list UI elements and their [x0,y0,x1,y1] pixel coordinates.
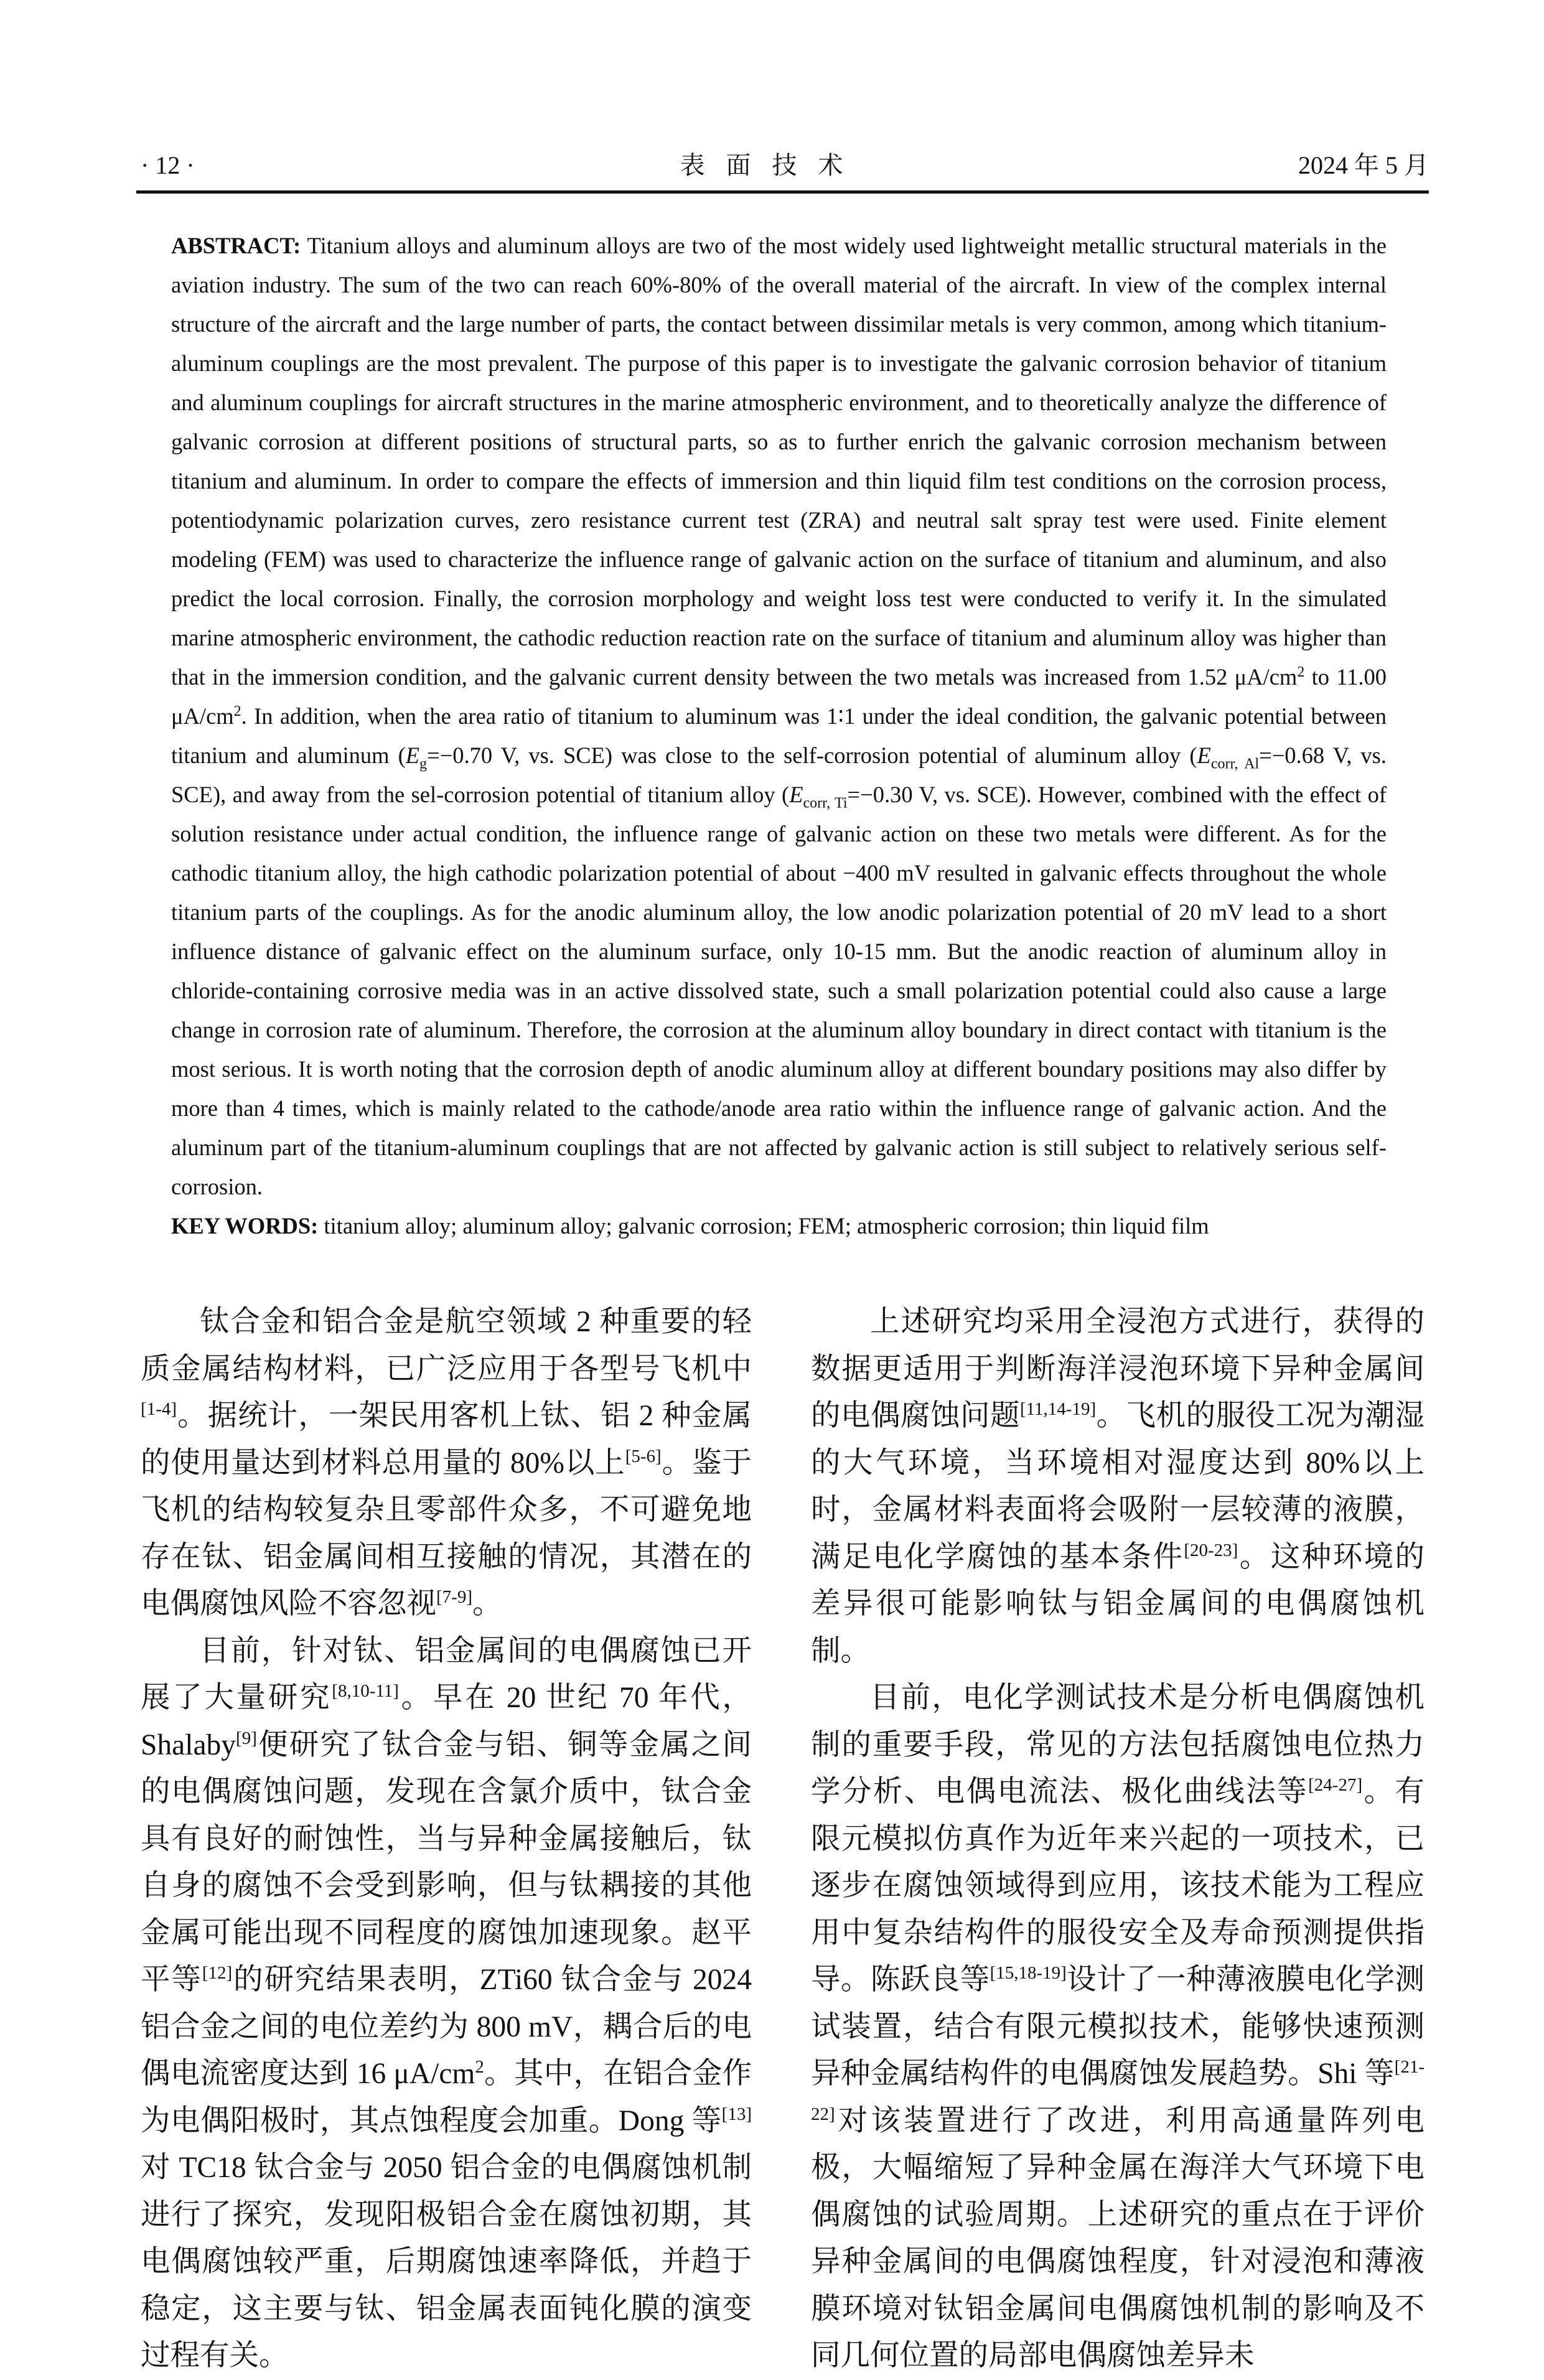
superscript: 2 [1297,663,1305,680]
page-number: · 12 · [141,151,195,179]
journal-title: 表面技术 [680,151,864,179]
superscript: [7-9] [436,1587,472,1608]
text-run: Titanium alloys and aluminum alloys are two of the most widely used lightweight metallic structural materials in the aviation industry. The sum of the two can reach 60%-80% of the overall material of the aircraft. In view of the complex internal structure of the aircraft and the large number of parts, the contact between dissimilar metals is very common, among which titanium-aluminum couplings are the most prevalent. The purpose of this paper is to investigate the galvanic corrosion behavior of titanium and aluminum couplings for aircraft structures in the marine atmospheric environment, and to theoretically analyze the difference of galvanic corrosion at different positions of structural parts, so as to further enrich the galvanic corrosion mechanism between titanium and aluminum. In order to compare the effects of immersion and thin liquid film test conditions on the corrosion process, potentiodynamic polarization curves, zero resistance current test (ZRA) and neutral salt spray test were used. Finite element modeling (FEM) was used to characterize the influence range of galvanic action on the surface of titanium and aluminum, and also predict the local corrosion. Finally, the corrosion morphology and weight loss test were conducted to verify it. In the simulated marine atmospheric environment, the cathodic reduction reaction rate on the surface of titanium and aluminum alloy was higher than that in the immersion condition, and the galvanic current density between the two metals was increased from 1.52 μA/cm [171,233,1387,690]
italic-symbol: E [405,743,420,768]
text-run: 上述研究均采用全浸泡方式进行，获得的数据更适用于判断海洋浸泡环境下异种金属间的电偶腐蚀问题 [811,1306,1425,1432]
text-run: 目前，电化学测试技术是分析电偶腐蚀机制的重要手段，常见的方法包括腐蚀电位热力学分析、电偶电流法、极化曲线法等 [811,1682,1425,1808]
text-run: =−0.30 V, vs. SCE). However, combined with the effect of solution resistance under actual condition, the influence range of galvanic action on these two metals were different. As for the cathodic titanium alloy, the high cathodic polarization potential of about −400 mV resulted in galvanic effects throughout the whole titanium parts of the couplings. As for the anodic aluminum alloy, the low anodic polarization potential of 20 mV lead to a short influence distance of galvanic effect on the aluminum surface, only 10-15 mm. But the anodic reaction of aluminum alloy in chloride-containing corrosive media was in an active dissolved state, such a small polarization potential could also cause a large change in corrosion rate of aluminum. Therefore, the corrosion at the aluminum alloy boundary in direct contact with titanium is the most serious. It is worth noting that the corrosion depth of anodic aluminum alloy at different boundary positions may also differ by more than 4 times, which is mainly related to the cathode/anode area ratio within the influence range of galvanic action. And the aluminum part of the titanium-aluminum couplings that are not affected by galvanic action is still subject to relatively serious self-corrosion. [171,782,1387,1199]
text-run: 。飞机的服役工况为潮湿的大气环境，当环境相对湿度达到 80%以上时，金属材料表面将会吸附一层较薄的液膜，满足电化学腐蚀的基本条件 [811,1400,1425,1573]
text-run: 便研究了钛合金与铝、铜等金属之间的电偶腐蚀问题，发现在含氯介质中，钛合金具有良好的耐蚀性，当与异种金属接触后，钛自身的腐蚀不会受到影响，但与钛耦接的其他金属可能出现不同程度的腐蚀加速现象。赵平平等 [141,1728,752,1996]
text-run: 对该装置进行了改进，利用高通量阵列电极，大幅缩短了异种金属在海洋大气环境下电偶腐蚀的试验周期。上述研究的重点在于评价异种金属间的电偶腐蚀程度，针对浸泡和薄液膜环境对钛铝金属间电偶腐蚀机制的影响及不同几何位置的局部电偶腐蚀差异未 [811,2104,1425,2372]
text-run: 钛合金和铝合金是航空领域 2 种重要的轻质金属结构材料，已广泛应用于各型号飞机中 [141,1306,752,1385]
text-run: 。据统计，一架民用客机上钛、铝 2 种金属的使用量达到材料总用量的 80%以上 [141,1400,752,1479]
superscript: [20-23] [1184,1540,1238,1560]
subscript: corr, Ti [803,795,848,812]
text-run: 。 [472,1588,502,1620]
subscript: corr, Al [1210,756,1260,772]
text-run: to 11.00 μA/cm [171,664,1387,729]
text-run: 。鉴于飞机的结构较复杂且零部件众多，不可避免地存在钛、铝金属间相互接触的情况，其潜在的电偶腐蚀风险不容忽视 [141,1446,752,1620]
body-column-right [811,1299,1425,2380]
italic-symbol: E [1197,743,1211,768]
text-run: 对 TC18 钛合金与 2050 铝合金的电偶腐蚀机制进行了探究，发现阳极铝合金在腐蚀初期，其电偶腐蚀较严重，后期腐蚀速率降低，并趋于稳定，这主要与钛、铝金属表面钝化膜的演变过程有关。 [141,2152,752,2372]
superscript: [21-22] [811,2057,1425,2124]
superscript: 2 [475,2057,484,2078]
keywords [171,1206,1387,1245]
italic-symbol: E [789,782,803,807]
abstract-label: ABSTRACT: [171,233,301,258]
abstract-text [171,226,1387,1206]
text-run: 的研究结果表明，ZTi60 钛合金与 2024 铝合金之间的电位差约为 800 mV，耦合后的电偶电流密度达到 16 μA/cm [141,1964,752,2090]
text-run: =−0.70 V, vs. SCE) was close to the self-corrosion potential of aluminum alloy ( [427,743,1197,768]
superscript: [15,18-19] [990,1963,1067,1984]
subscript: g [419,756,428,772]
superscript: [5-6] [625,1446,662,1466]
superscript: [12] [202,1963,233,1984]
paragraph [141,1299,752,1628]
text-run: . In addition, when the area ratio of titanium to aluminum was 1∶1 under the ideal condition, the galvanic potential between titanium and aluminum ( [171,703,1387,768]
text-run: 。早在 20 世纪 70 年代，Shalaby [141,1682,752,1761]
superscript: [8,10-11] [332,1681,399,1702]
paragraph [811,1299,1425,1675]
text-run: =−0.68 V, vs. SCE), and away from the sel-corrosion potential of titanium alloy ( [171,743,1387,807]
abstract-body [171,233,1387,1199]
abstract-block [171,226,1387,1245]
superscript: 2 [233,703,241,719]
text-run: 。这种环境的差异很可能影响钛与铝金属间的电偶腐蚀机制。 [811,1540,1425,1667]
paragraph [811,1675,1425,2380]
text-run: 设计了一种薄液膜电化学测试装置，结合有限元模拟技术，能够快速预测异种金属结构件的电偶腐蚀发展趋势。Shi 等 [811,1964,1425,2090]
paragraph [141,1628,752,2380]
body-column-left [141,1299,752,2380]
superscript: [9] [236,1728,257,1748]
text-run: 目前，针对钛、铝金属间的电偶腐蚀已开展了大量研究 [141,1634,752,1714]
text-run: 。有限元模拟仿真作为近年来兴起的一项技术，已逐步在腐蚀领域得到应用，该技术能为工程应用中复杂结构件的服役安全及寿命预测提供指导。陈跃良等 [811,1776,1425,1996]
keywords-text: titanium alloy; aluminum alloy; galvanic corrosion; FEM; atmospheric corrosion; thin liquid film [318,1213,1209,1239]
issue-date: 2024 年 5 月 [1298,151,1429,179]
superscript: [13] [721,2104,752,2124]
superscript: [11,14-19] [1019,1399,1097,1420]
header-rule [136,190,1429,194]
superscript: [1-4] [141,1399,177,1420]
text-run: 。其中，在铝合金作为电偶阳极时，其点蚀程度会加重。Dong 等 [141,2058,752,2137]
superscript: [24-27] [1308,1775,1363,1796]
keywords-label: KEY WORDS: [171,1213,319,1239]
